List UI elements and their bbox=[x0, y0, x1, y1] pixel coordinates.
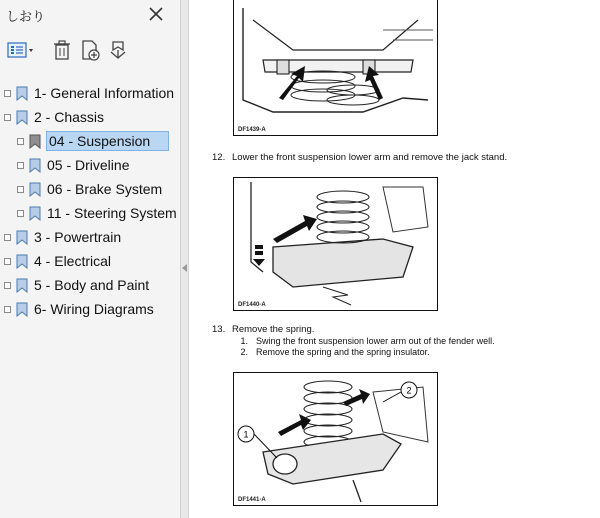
bookmark-icon bbox=[15, 278, 30, 293]
substep-text: Remove the spring and the spring insulator. bbox=[256, 347, 430, 357]
bookmark-wiring-diagrams[interactable]: 6- Wiring Diagrams bbox=[4, 298, 154, 320]
new-bookmark-button[interactable] bbox=[78, 38, 102, 62]
bookmark-electrical[interactable]: 4 - Electrical bbox=[4, 250, 111, 272]
panel-title: しおり bbox=[6, 9, 46, 24]
collapse-arrow-icon[interactable] bbox=[182, 264, 187, 272]
expand-toggle[interactable] bbox=[17, 138, 24, 145]
expand-toggle[interactable] bbox=[17, 186, 24, 193]
step-number: 13. bbox=[212, 324, 226, 335]
expand-toggle[interactable] bbox=[4, 114, 11, 121]
bookmark-brake-system[interactable]: 06 - Brake System bbox=[17, 178, 162, 200]
step-text: Lower the front suspension lower arm and remove the jack stand. bbox=[232, 152, 508, 163]
step-text: Remove the spring. bbox=[232, 324, 315, 335]
bookmark-icon bbox=[15, 86, 30, 101]
expand-toggle[interactable] bbox=[4, 90, 11, 97]
bookmark-suspension[interactable]: 04 - Suspension bbox=[17, 130, 168, 152]
expand-toggle[interactable] bbox=[4, 282, 11, 289]
substep-2 bbox=[230, 347, 430, 357]
bookmark-body-and-paint[interactable]: 5 - Body and Paint bbox=[4, 274, 149, 296]
add-bookmark-icon bbox=[78, 38, 102, 62]
expand-toggle[interactable] bbox=[17, 210, 24, 217]
figure-df1439 bbox=[233, 0, 438, 136]
figure-label: DF1440-A bbox=[238, 302, 266, 308]
substep-number: 2. bbox=[240, 347, 248, 357]
bookmarks-panel bbox=[0, 0, 181, 518]
bookmark-icon bbox=[15, 302, 30, 317]
options-menu-button[interactable] bbox=[6, 38, 36, 62]
list-options-icon bbox=[6, 38, 36, 62]
bookmark-icon bbox=[15, 254, 30, 269]
bookmark-icon bbox=[28, 134, 43, 149]
step-12 bbox=[212, 152, 507, 163]
step-13 bbox=[212, 324, 314, 335]
bookmark-icon bbox=[28, 158, 43, 173]
suspension-illustration bbox=[233, 0, 438, 136]
substep-1 bbox=[230, 336, 495, 346]
bookmark-steering-system[interactable]: 11 - Steering System bbox=[17, 202, 177, 224]
expand-bookmark-icon bbox=[106, 38, 130, 62]
bookmark-icon bbox=[15, 230, 30, 245]
bookmark-icon bbox=[15, 110, 30, 125]
spring-removal-illustration bbox=[233, 372, 438, 506]
document-page bbox=[190, 0, 600, 518]
bookmark-powertrain[interactable]: 3 - Powertrain bbox=[4, 226, 121, 248]
figure-label: DF1439-A bbox=[238, 127, 266, 133]
close-icon bbox=[146, 4, 166, 24]
delete-bookmark-button[interactable] bbox=[50, 38, 74, 62]
substep-text: Swing the front suspension lower arm out of the fender well. bbox=[256, 336, 495, 346]
bookmark-chassis[interactable]: 2 - Chassis bbox=[4, 106, 104, 128]
bookmark-icon bbox=[28, 206, 43, 221]
figure-df1441 bbox=[233, 372, 438, 506]
substep-number: 1. bbox=[240, 336, 248, 346]
figure-label: DF1441-A bbox=[238, 497, 266, 503]
step-number: 12. bbox=[212, 152, 226, 163]
expand-toggle[interactable] bbox=[17, 162, 24, 169]
close-panel-button[interactable] bbox=[146, 4, 166, 24]
bookmark-general-information[interactable]: 1- General Information bbox=[4, 82, 174, 104]
bookmark-icon bbox=[28, 182, 43, 197]
callout-2: 2 bbox=[406, 385, 412, 396]
lower-arm-illustration bbox=[233, 177, 438, 311]
expand-toggle[interactable] bbox=[4, 258, 11, 265]
expand-toggle[interactable] bbox=[4, 234, 11, 241]
expand-bookmark-button[interactable] bbox=[106, 38, 130, 62]
panel-splitter[interactable] bbox=[181, 0, 189, 518]
trash-icon bbox=[50, 38, 74, 62]
figure-df1440 bbox=[233, 177, 438, 311]
expand-toggle[interactable] bbox=[4, 306, 11, 313]
bookmark-driveline[interactable]: 05 - Driveline bbox=[17, 154, 129, 176]
callout-1: 1 bbox=[243, 429, 249, 440]
